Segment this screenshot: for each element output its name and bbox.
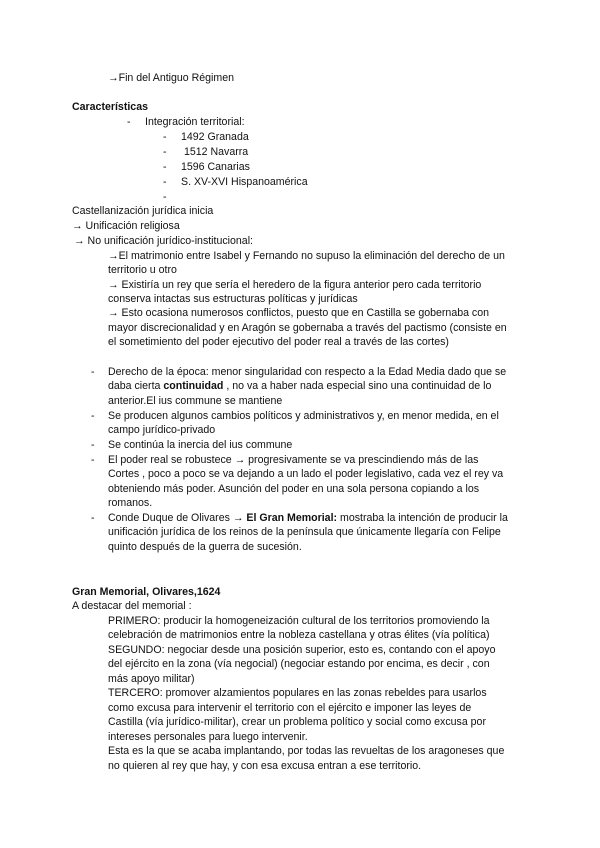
dash-bullet: -	[91, 454, 95, 466]
dash-bullet: -	[163, 161, 167, 173]
bullet-line: El poder real se robustece → progresivamente se va prescindiendo más de las	[108, 454, 479, 466]
bullet-line: anterior.El ius commune se mantiene	[108, 395, 283, 407]
memorial-line: como excusa para intervenir el territorio con el ejército e imponer las leyes de	[108, 702, 472, 714]
bullet-line	[108, 379, 491, 394]
memorial-line: Esta es la que se acaba implantando, por todas las revueltas de los aragoneses que	[108, 745, 505, 757]
memorial-line: más apoyo militar)	[108, 673, 195, 685]
memorial-intro: A destacar del memorial :	[72, 600, 192, 612]
caracteristicas-heading: Características	[72, 101, 148, 113]
bullet-line: Derecho de la época: menor singularidad con respecto a la Edad Media dado que se	[108, 366, 507, 378]
subpoint-line: territorio u otro	[108, 264, 177, 276]
bullet-line: Cortes , poco a poco se va dejando a un lado el poder legislativo, cada vez el rey va	[108, 468, 504, 480]
bullet-line: campo jurídico-privado	[108, 424, 216, 436]
date-item: 1492 Granada	[181, 131, 249, 143]
fin-antiguo-regimen: →Fin del Antiguo Régimen	[108, 72, 235, 84]
dash-bullet: -	[163, 131, 167, 143]
date-item: 1596 Canarias	[181, 161, 250, 173]
bullet-line: unificación jurídica de los reinos de la península que únicamente llegaría con Felipe	[108, 526, 501, 538]
subpoint-line: →El matrimonio entre Isabel y Fernando no supuso la eliminación del derecho de un	[108, 250, 505, 262]
dash-bullet: -	[91, 366, 95, 378]
no-unificacion: → No unificación jurídico-institucional:	[74, 235, 253, 247]
date-item: 1512 Navarra	[184, 146, 249, 158]
bullet-text: daba cierta	[108, 380, 164, 392]
subpoint-line: → Existiría un rey que sería el heredero de la figura anterior pero cada territorio	[108, 279, 482, 291]
bullet-text: , no va a haber nada especial sino una continuidad de lo	[223, 380, 492, 392]
memorial-heading: Gran Memorial, Olivares,1624	[72, 586, 221, 598]
memorial-line: del ejército en la zona (vía negocial) (negociar estando por encima, es decir , con	[108, 658, 490, 670]
bullet-line: romanos.	[108, 497, 153, 509]
continuidad-bold: continuidad	[163, 380, 224, 392]
unificacion-religiosa: → Unificación religiosa	[72, 220, 180, 232]
dash-bullet: -	[91, 439, 95, 451]
subpoint-line: → Esto ocasiona numerosos conflictos, puesto que en Castilla se gobernaba con	[108, 307, 490, 319]
dash-bullet: -	[163, 191, 167, 203]
bullet-line	[108, 511, 508, 526]
memorial-line: no quieren al rey que hay, y con esa excusa entran a ese territorio.	[108, 760, 422, 772]
date-item: S. XV-XVI Hispanoamérica	[181, 176, 308, 188]
memorial-line: TERCERO: promover alzamientos populares en las zonas rebeldes para usarlos	[108, 687, 487, 699]
bullet-line: Se producen algunos cambios políticos y administrativos y, en menor medida, en el	[108, 410, 499, 422]
dash-bullet: -	[163, 146, 167, 158]
memorial-line: intereses personales para luego intervenir.	[108, 731, 308, 743]
subpoint-line: mayor discrecionalidad y en Aragón se gobernaba a través del pactismo (consiste en	[108, 322, 507, 334]
bullet-line: quinto después de la guerra de sucesión.	[108, 541, 302, 553]
castellanizacion-line: Castellanización jurídica inicia	[72, 205, 214, 217]
bullet-text: Conde Duque de Olivares →	[108, 512, 247, 524]
bullet-text: mostraba la intención de producir la	[337, 512, 508, 524]
dash-bullet: -	[163, 176, 167, 188]
gran-memorial-bold: El Gran Memorial:	[246, 512, 338, 524]
dash-bullet: -	[127, 116, 131, 128]
bullet-line: obteniendo más poder. Asunción del poder en una sola persona copiando a los	[108, 483, 480, 495]
bullet-line: Se continúa la inercia del ius commune	[108, 439, 293, 451]
memorial-line: SEGUNDO: negociar desde una posición superior, esto es, contando con el apoyo	[108, 644, 496, 656]
memorial-line: PRIMERO: producir la homogeneización cultural de los territorios promoviendo la	[108, 615, 490, 627]
memorial-line: celebración de matrimonios entre la nobleza castellana y otras élites (vía política)	[108, 629, 490, 641]
integracion-territorial: Integración territorial:	[145, 116, 245, 128]
subpoint-line: conserva intactas sus estructuras políticas y jurídicas	[108, 293, 358, 305]
memorial-line: Castilla (vía jurídico-militar), crear un problema político y social como excusa por	[108, 716, 486, 728]
subpoint-line: el sometimiento del poder ejecutivo del poder real a través de las cortes)	[108, 336, 449, 348]
dash-bullet: -	[91, 410, 95, 422]
dash-bullet: -	[91, 512, 95, 524]
